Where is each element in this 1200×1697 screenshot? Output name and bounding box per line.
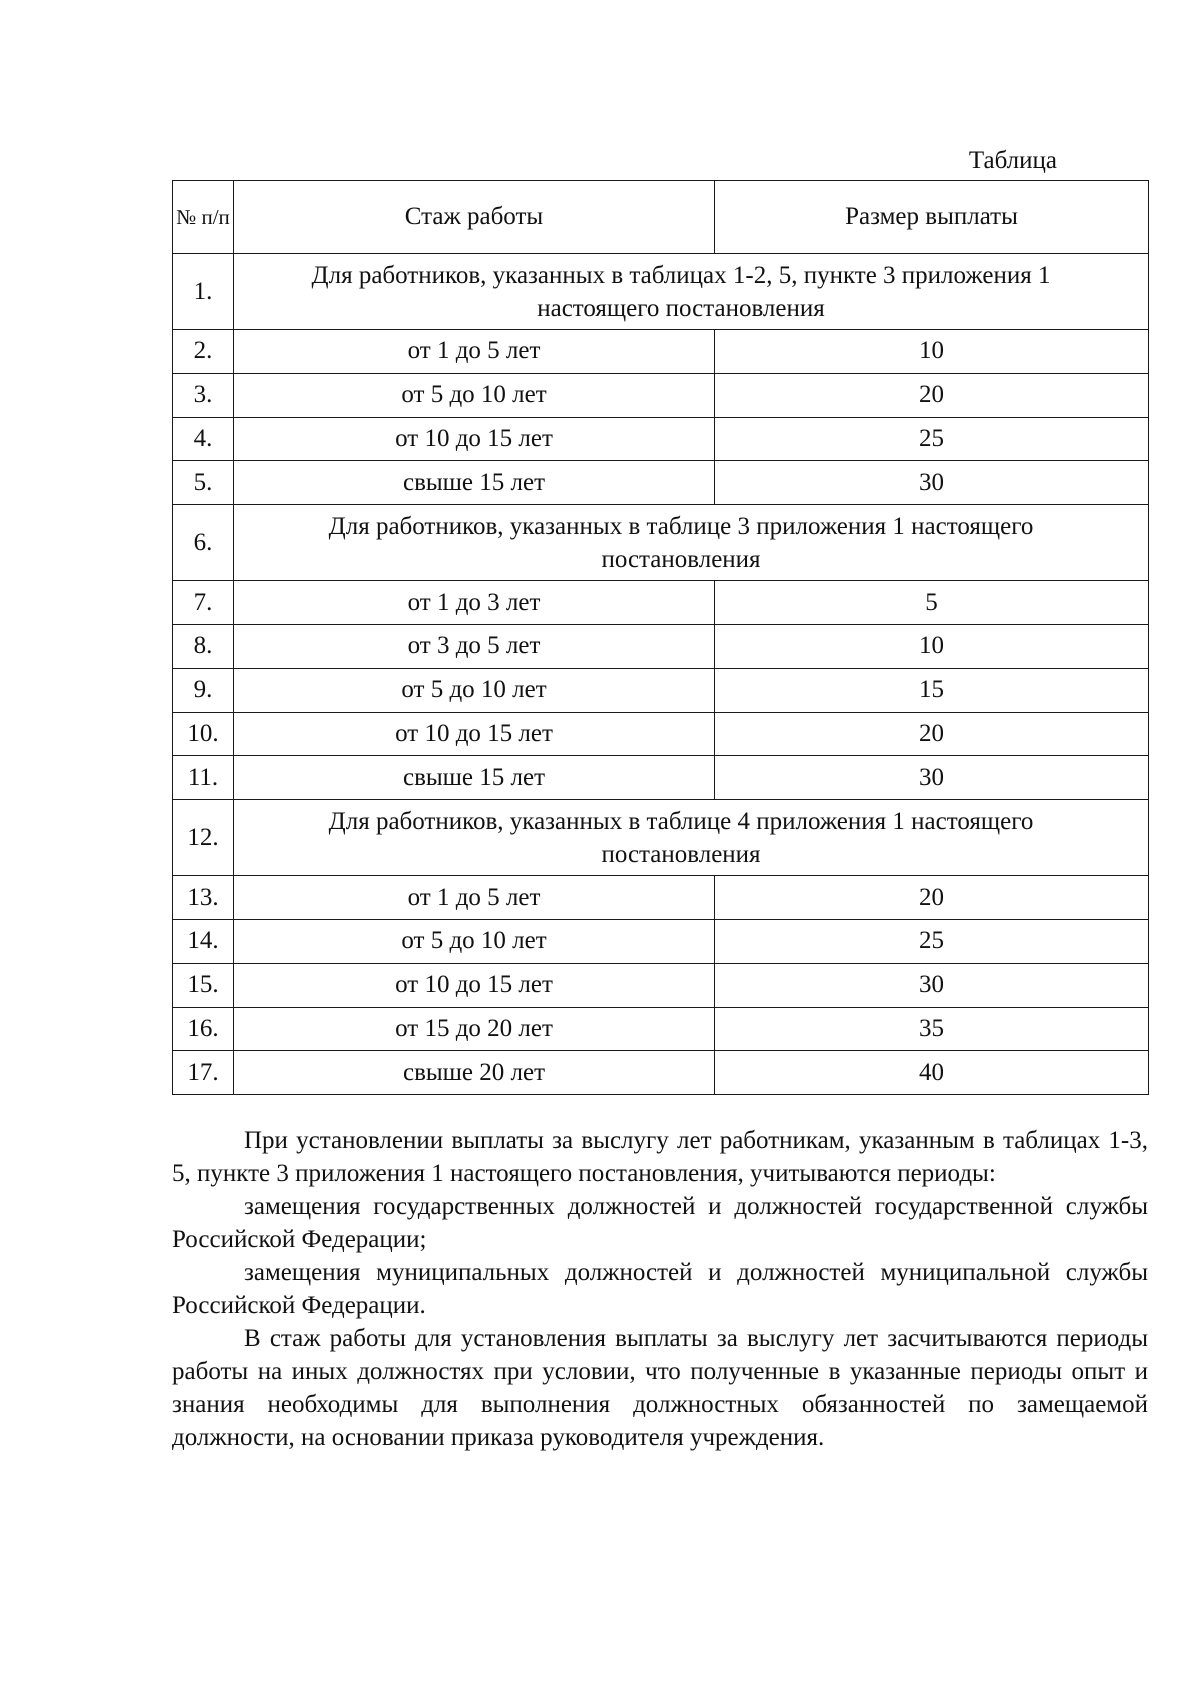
payment-table <box>172 180 1149 1095</box>
experience-cell: свыше 15 лет <box>234 756 715 800</box>
row-number: 16. <box>173 1007 234 1051</box>
payment-cell: 20 <box>715 712 1149 756</box>
experience-cell: свыше 20 лет <box>234 1051 715 1095</box>
payment-cell: 25 <box>715 919 1149 963</box>
row-number: 2. <box>173 330 234 374</box>
group-title: Для работников, указанных в таблице 3 приложения 1 настоящего постановления <box>234 505 1149 581</box>
table-row <box>173 373 1149 417</box>
row-number: 14. <box>173 919 234 963</box>
body-text <box>172 1124 1148 1454</box>
table-row <box>173 876 1149 920</box>
group-header-row <box>173 800 1149 876</box>
experience-cell: от 3 до 5 лет <box>234 624 715 668</box>
table-row <box>173 1007 1149 1051</box>
group-title: Для работников, указанных в таблицах 1-2, 5, пункте 3 приложения 1 настоящего постановления <box>234 254 1149 330</box>
payment-cell: 30 <box>715 756 1149 800</box>
experience-cell: от 10 до 15 лет <box>234 963 715 1007</box>
table-row <box>173 756 1149 800</box>
payment-cell: 30 <box>715 963 1149 1007</box>
payment-cell: 20 <box>715 876 1149 920</box>
payment-cell: 30 <box>715 461 1149 505</box>
table-row <box>173 1051 1149 1095</box>
row-number: 13. <box>173 876 234 920</box>
table-caption: Таблица <box>968 147 1057 174</box>
table-row <box>173 712 1149 756</box>
header-payment: Размер выплаты <box>715 181 1149 254</box>
row-number: 9. <box>173 668 234 712</box>
payment-cell: 15 <box>715 668 1149 712</box>
payment-cell: 20 <box>715 373 1149 417</box>
row-number: 15. <box>173 963 234 1007</box>
table-row <box>173 417 1149 461</box>
header-experience: Стаж работы <box>234 181 715 254</box>
table-body <box>173 181 1149 1095</box>
group-header-row <box>173 254 1149 330</box>
paragraph: замещения муниципальных должностей и должностей муниципальной службы Российской Федерации. <box>172 1259 1148 1319</box>
experience-cell: свыше 15 лет <box>234 461 715 505</box>
payment-cell: 25 <box>715 417 1149 461</box>
payment-cell: 10 <box>715 624 1149 668</box>
row-number: 4. <box>173 417 234 461</box>
row-number: 8. <box>173 624 234 668</box>
paragraph: При установлении выплаты за выслугу лет работникам, указанным в таблицах 1-3, 5, пункте 3 приложения 1 настоящего постановления, учитываются периоды: <box>172 1127 1148 1187</box>
paragraph: замещения государственных должностей и должностей государственной службы Российской Федерации; <box>172 1193 1148 1253</box>
payment-cell: 40 <box>715 1051 1149 1095</box>
row-number: 7. <box>173 581 234 625</box>
table-row <box>173 624 1149 668</box>
group-header-row <box>173 505 1149 581</box>
experience-cell: от 15 до 20 лет <box>234 1007 715 1051</box>
row-number: 10. <box>173 712 234 756</box>
experience-cell: от 10 до 15 лет <box>234 417 715 461</box>
row-number: 1. <box>173 254 234 330</box>
paragraph: В стаж работы для установления выплаты за выслугу лет засчитываются периоды работы на иных должностях при условии, что полученные в указанные периоды опыт и знания необходимы для выполнения должностных обязанностей по замещаемой должности, на основании приказа руководителя учреждения. <box>172 1325 1148 1451</box>
table-row <box>173 461 1149 505</box>
experience-cell: от 5 до 10 лет <box>234 919 715 963</box>
table-row <box>173 581 1149 625</box>
experience-cell: от 1 до 5 лет <box>234 330 715 374</box>
table-row <box>173 330 1149 374</box>
payment-cell: 35 <box>715 1007 1149 1051</box>
row-number: 17. <box>173 1051 234 1095</box>
header-number: № п/п <box>173 181 234 254</box>
group-title: Для работников, указанных в таблице 4 приложения 1 настоящего постановления <box>234 800 1149 876</box>
row-number: 5. <box>173 461 234 505</box>
table-header-row <box>173 181 1149 254</box>
experience-cell: от 5 до 10 лет <box>234 373 715 417</box>
table-row <box>173 668 1149 712</box>
table-row <box>173 919 1149 963</box>
table-row <box>173 963 1149 1007</box>
payment-cell: 5 <box>715 581 1149 625</box>
row-number: 6. <box>173 505 234 581</box>
payment-cell: 10 <box>715 330 1149 374</box>
row-number: 3. <box>173 373 234 417</box>
row-number: 11. <box>173 756 234 800</box>
row-number: 12. <box>173 800 234 876</box>
experience-cell: от 1 до 5 лет <box>234 876 715 920</box>
experience-cell: от 10 до 15 лет <box>234 712 715 756</box>
experience-cell: от 1 до 3 лет <box>234 581 715 625</box>
experience-cell: от 5 до 10 лет <box>234 668 715 712</box>
